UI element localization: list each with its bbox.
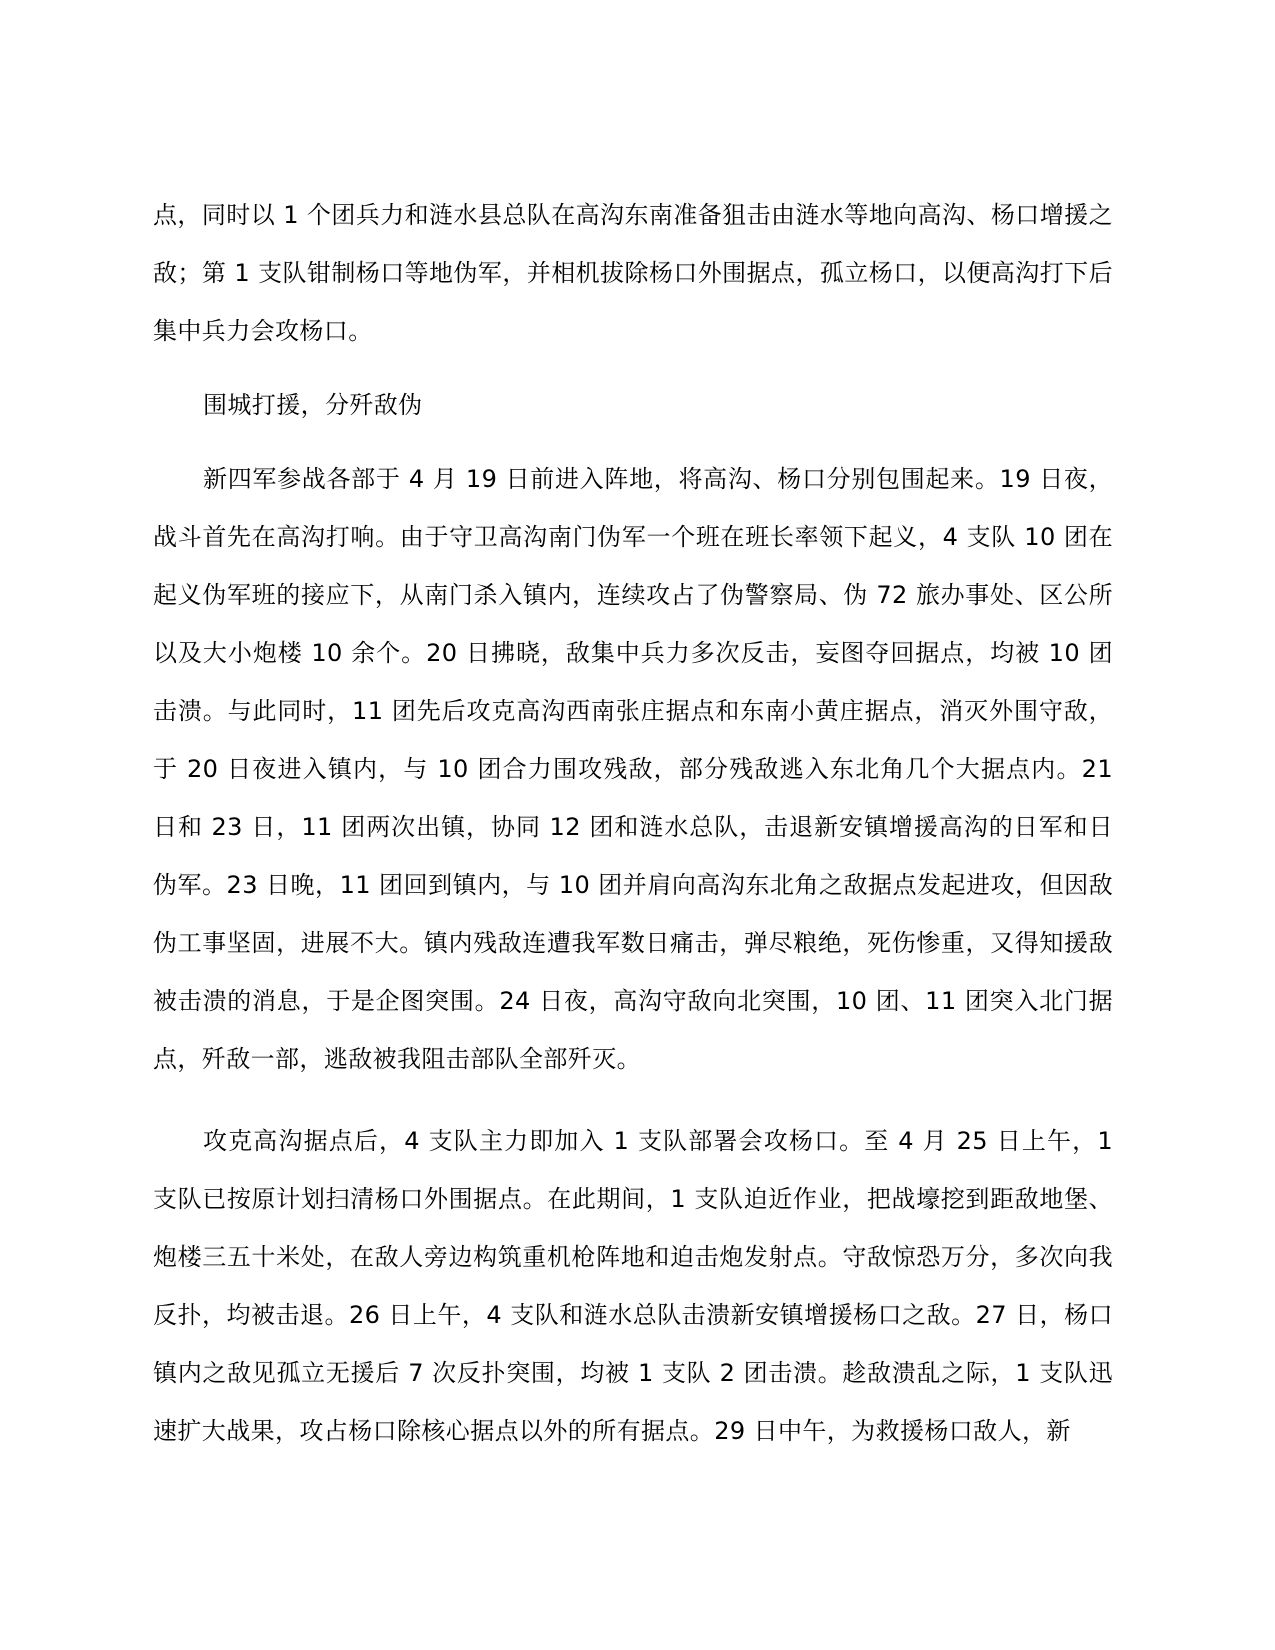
document-body: [153, 186, 1113, 1460]
paragraph-gaogou-battle: 新四军参战各部于 4 月 19 日前进入阵地，将高沟、杨口分别包围起来。19 日夜，战斗首先在高沟打响。由于守卫高沟南门伪军一个班在班长率领下起义，4 支队 10 团在起义伪军班的接应下，从南门杀入镇内，连续攻占了伪警察局、伪 72 旅办事处、区公所以及大小炮楼 10 余个。20 日拂晓，敌集中兵力多次反击，妄图夺回据点，均被 10 团击溃。与此同时，11 团先后攻克高沟西南张庄据点和东南小黄庄据点，消灭外围守敌，于 20 日夜进入镇内，与 10 团合力围攻残敌，部分残敌逃入东北角几个大据点内。21 日和 23 日，11 团两次出镇，协同 12 团和涟水总队，击退新安镇增援高沟的日军和日伪军。23 日晚，11 团回到镇内，与 10 团并肩向高沟东北角之敌据点发起进攻，但因敌伪工事坚固，进展不大。镇内残敌连遭我军数日痛击，弹尽粮绝，死伤惨重，又得知援敌被击溃的消息，于是企图突围。24 日夜，高沟守敌向北突围，10 团、11 团突入北门据点，歼敌一部，逃敌被我阻击部队全部歼灭。: [153, 465, 1113, 1073]
paragraph-continuation: 点，同时以 1 个团兵力和涟水县总队在高沟东南准备狙击由涟水等地向高沟、杨口增援之敌；第 1 支队钳制杨口等地伪军，并相机拔除杨口外围据点，孤立杨口，以便高沟打下后集中兵力会攻杨口。: [153, 201, 1113, 345]
paragraph-yangkou-battle: 攻克高沟据点后，4 支队主力即加入 1 支队部署会攻杨口。至 4 月 25 日上午，1 支队已按原计划扫清杨口外围据点。在此期间，1 支队迫近作业，把战壕挖到距敌地堡、炮楼三五十米处，在敌人旁边构筑重机枪阵地和迫击炮发射点。守敌惊恐万分，多次向我反扑，均被击退。26 日上午，4 支队和涟水总队击溃新安镇增援杨口之敌。27 日，杨口镇内之敌见孤立无援后 7 次反扑突围，均被 1 支队 2 团击溃。趁敌溃乱之际，1 支队迅速扩大战果，攻占杨口除核心据点以外的所有据点。29 日中午，为救援杨口敌人，新: [153, 1127, 1113, 1445]
section-heading: 围城打援，分歼敌伪: [203, 391, 423, 419]
